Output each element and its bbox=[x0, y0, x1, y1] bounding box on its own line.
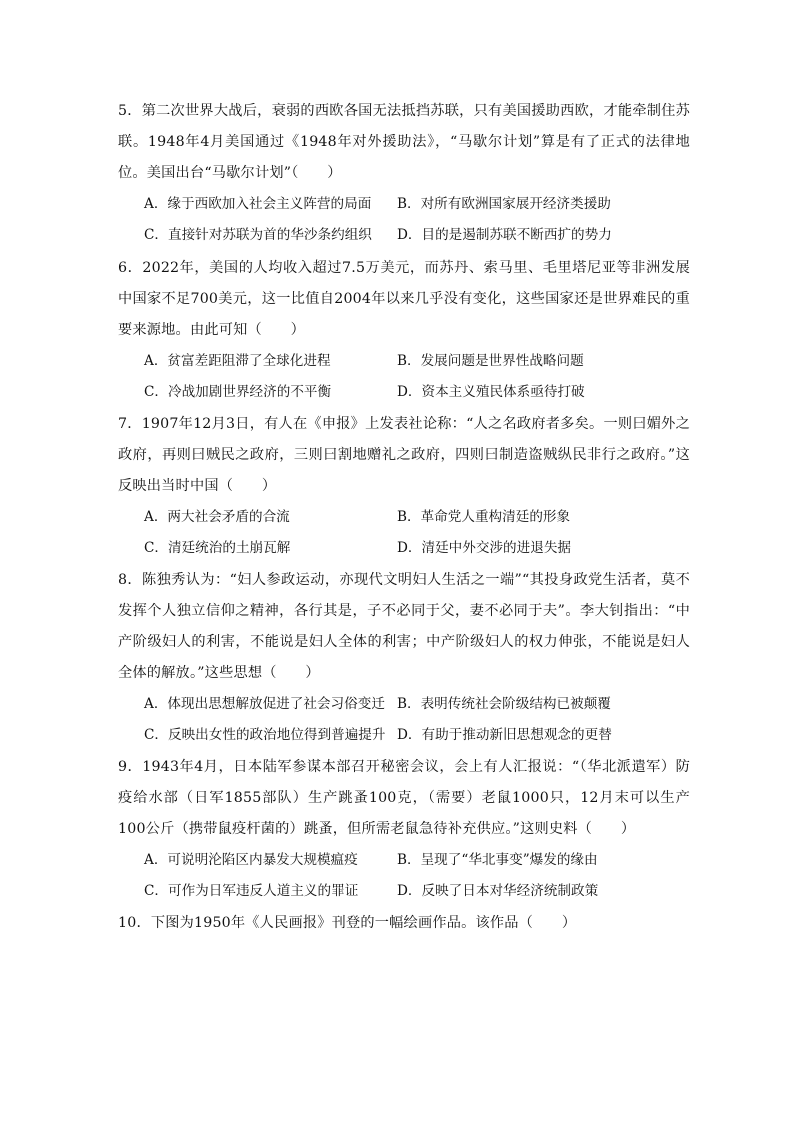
options-row bbox=[144, 502, 692, 533]
option-c[interactable]: C．冷战加剧世界经济的不平衡 bbox=[144, 384, 332, 400]
option-c[interactable]: C．反映出女性的政治地位得到普遍提升 bbox=[144, 727, 386, 743]
question-8-stem: 8．陈独秀认为：“妇人参政运动，亦现代文明妇人生活之一端”“其投身政党生活者，莫不发挥个人独立信仰之精神，各行其是，子不必同于父，妻不必同于夫”。李大钊指出：“中产阶级妇人的利害，不能说是妇人全体的利害；中产阶级妇人的权力伸张，不能说是妇人全体的解放。”这些思想（ ） bbox=[118, 572, 690, 681]
option-d[interactable]: D．反映了日本对华经济统制政策 bbox=[397, 883, 599, 899]
question-5 bbox=[118, 96, 690, 251]
question-8-options bbox=[144, 689, 692, 751]
option-b[interactable]: B．表明传统社会阶级结构已被颠覆 bbox=[397, 696, 611, 712]
question-7 bbox=[118, 409, 690, 564]
option-c[interactable]: C．直接针对苏联为首的华沙条约组织 bbox=[144, 227, 372, 243]
question-6 bbox=[118, 253, 690, 408]
option-d[interactable]: D．目的是遏制苏联不断西扩的势力 bbox=[397, 227, 612, 243]
option-b[interactable]: B．发展问题是世界性战略问题 bbox=[397, 353, 584, 369]
options-row bbox=[144, 533, 692, 564]
options-row bbox=[144, 346, 692, 377]
options-row bbox=[144, 876, 692, 907]
question-9-stem: 9．1943年4月，日本陆军参谋本部召开秘密会议，会上有人汇报说：“（华北派遣军）防疫给水部（日军1855部队）生产跳蚤100克，（需要）老鼠1000只，12月末可以生产100公斤（携带鼠疫杆菌的）跳蚤，但所需老鼠急待补充供应。”这则史料（ ） bbox=[118, 759, 690, 837]
option-b[interactable]: B．呈现了“华北事变”爆发的缘由 bbox=[397, 852, 598, 868]
question-9-options bbox=[144, 845, 692, 907]
option-a[interactable]: A．两大社会矛盾的合流 bbox=[144, 509, 290, 525]
question-6-options bbox=[144, 346, 692, 408]
question-7-options bbox=[144, 502, 692, 564]
option-c[interactable]: C．清廷统治的土崩瓦解 bbox=[144, 540, 291, 556]
option-a[interactable]: A．体现出思想解放促进了社会习俗变迁 bbox=[144, 696, 385, 712]
option-a[interactable]: A．贫富差距阻滞了全球化进程 bbox=[144, 353, 331, 369]
options-row bbox=[144, 220, 692, 251]
question-10-stem: 10．下图为1950年《人民画报》刊登的一幅绘画作品。该作品（ ） bbox=[118, 915, 577, 931]
question-5-options bbox=[144, 189, 692, 251]
option-d[interactable]: D．资本主义殖民体系亟待打破 bbox=[397, 384, 585, 400]
options-row bbox=[144, 689, 692, 720]
option-a[interactable]: A．可说明沦陷区内暴发大规模瘟疫 bbox=[144, 852, 358, 868]
options-row bbox=[144, 377, 692, 408]
options-row bbox=[144, 845, 692, 876]
question-7-stem: 7．1907年12月3日，有人在《申报》上发表社论称：“人之名政府者多矣。一则曰媚外之政府，再则曰贼民之政府，三则曰割地赠礼之政府，四则曰制造盗贼纵民非行之政府。”这反映出当时中国（ ） bbox=[118, 416, 690, 494]
option-b[interactable]: B．革命党人重构清廷的形象 bbox=[397, 509, 571, 525]
option-b[interactable]: B．对所有欧洲国家展开经济类援助 bbox=[397, 196, 611, 212]
option-a[interactable]: A．缘于西欧加入社会主义阵营的局面 bbox=[144, 196, 372, 212]
question-5-stem: 5．第二次世界大战后，衰弱的西欧各国无法抵挡苏联，只有美国援助西欧，才能牵制住苏联。1948年4月美国通过《1948年对外援助法》，“马歇尔计划”算是有了正式的法律地位。美国出台“马歇尔计划”（ ） bbox=[118, 103, 690, 181]
option-d[interactable]: D．有助于推动新旧思想观念的更替 bbox=[397, 727, 612, 743]
question-9 bbox=[118, 752, 690, 907]
question-10 bbox=[118, 908, 690, 939]
option-c[interactable]: C．可作为日军违反人道主义的罪证 bbox=[144, 883, 359, 899]
option-d[interactable]: D．清廷中外交涉的进退失据 bbox=[397, 540, 572, 556]
options-row bbox=[144, 189, 692, 220]
options-row bbox=[144, 720, 692, 751]
question-8 bbox=[118, 565, 690, 751]
question-6-stem: 6．2022年，美国的人均收入超过7.5万美元，而苏丹、索马里、毛里塔尼亚等非洲发展中国家不足700美元，这一比值自2004年以来几乎没有变化，这些国家还是世界难民的重要来源地。由此可知（ ） bbox=[118, 260, 690, 338]
